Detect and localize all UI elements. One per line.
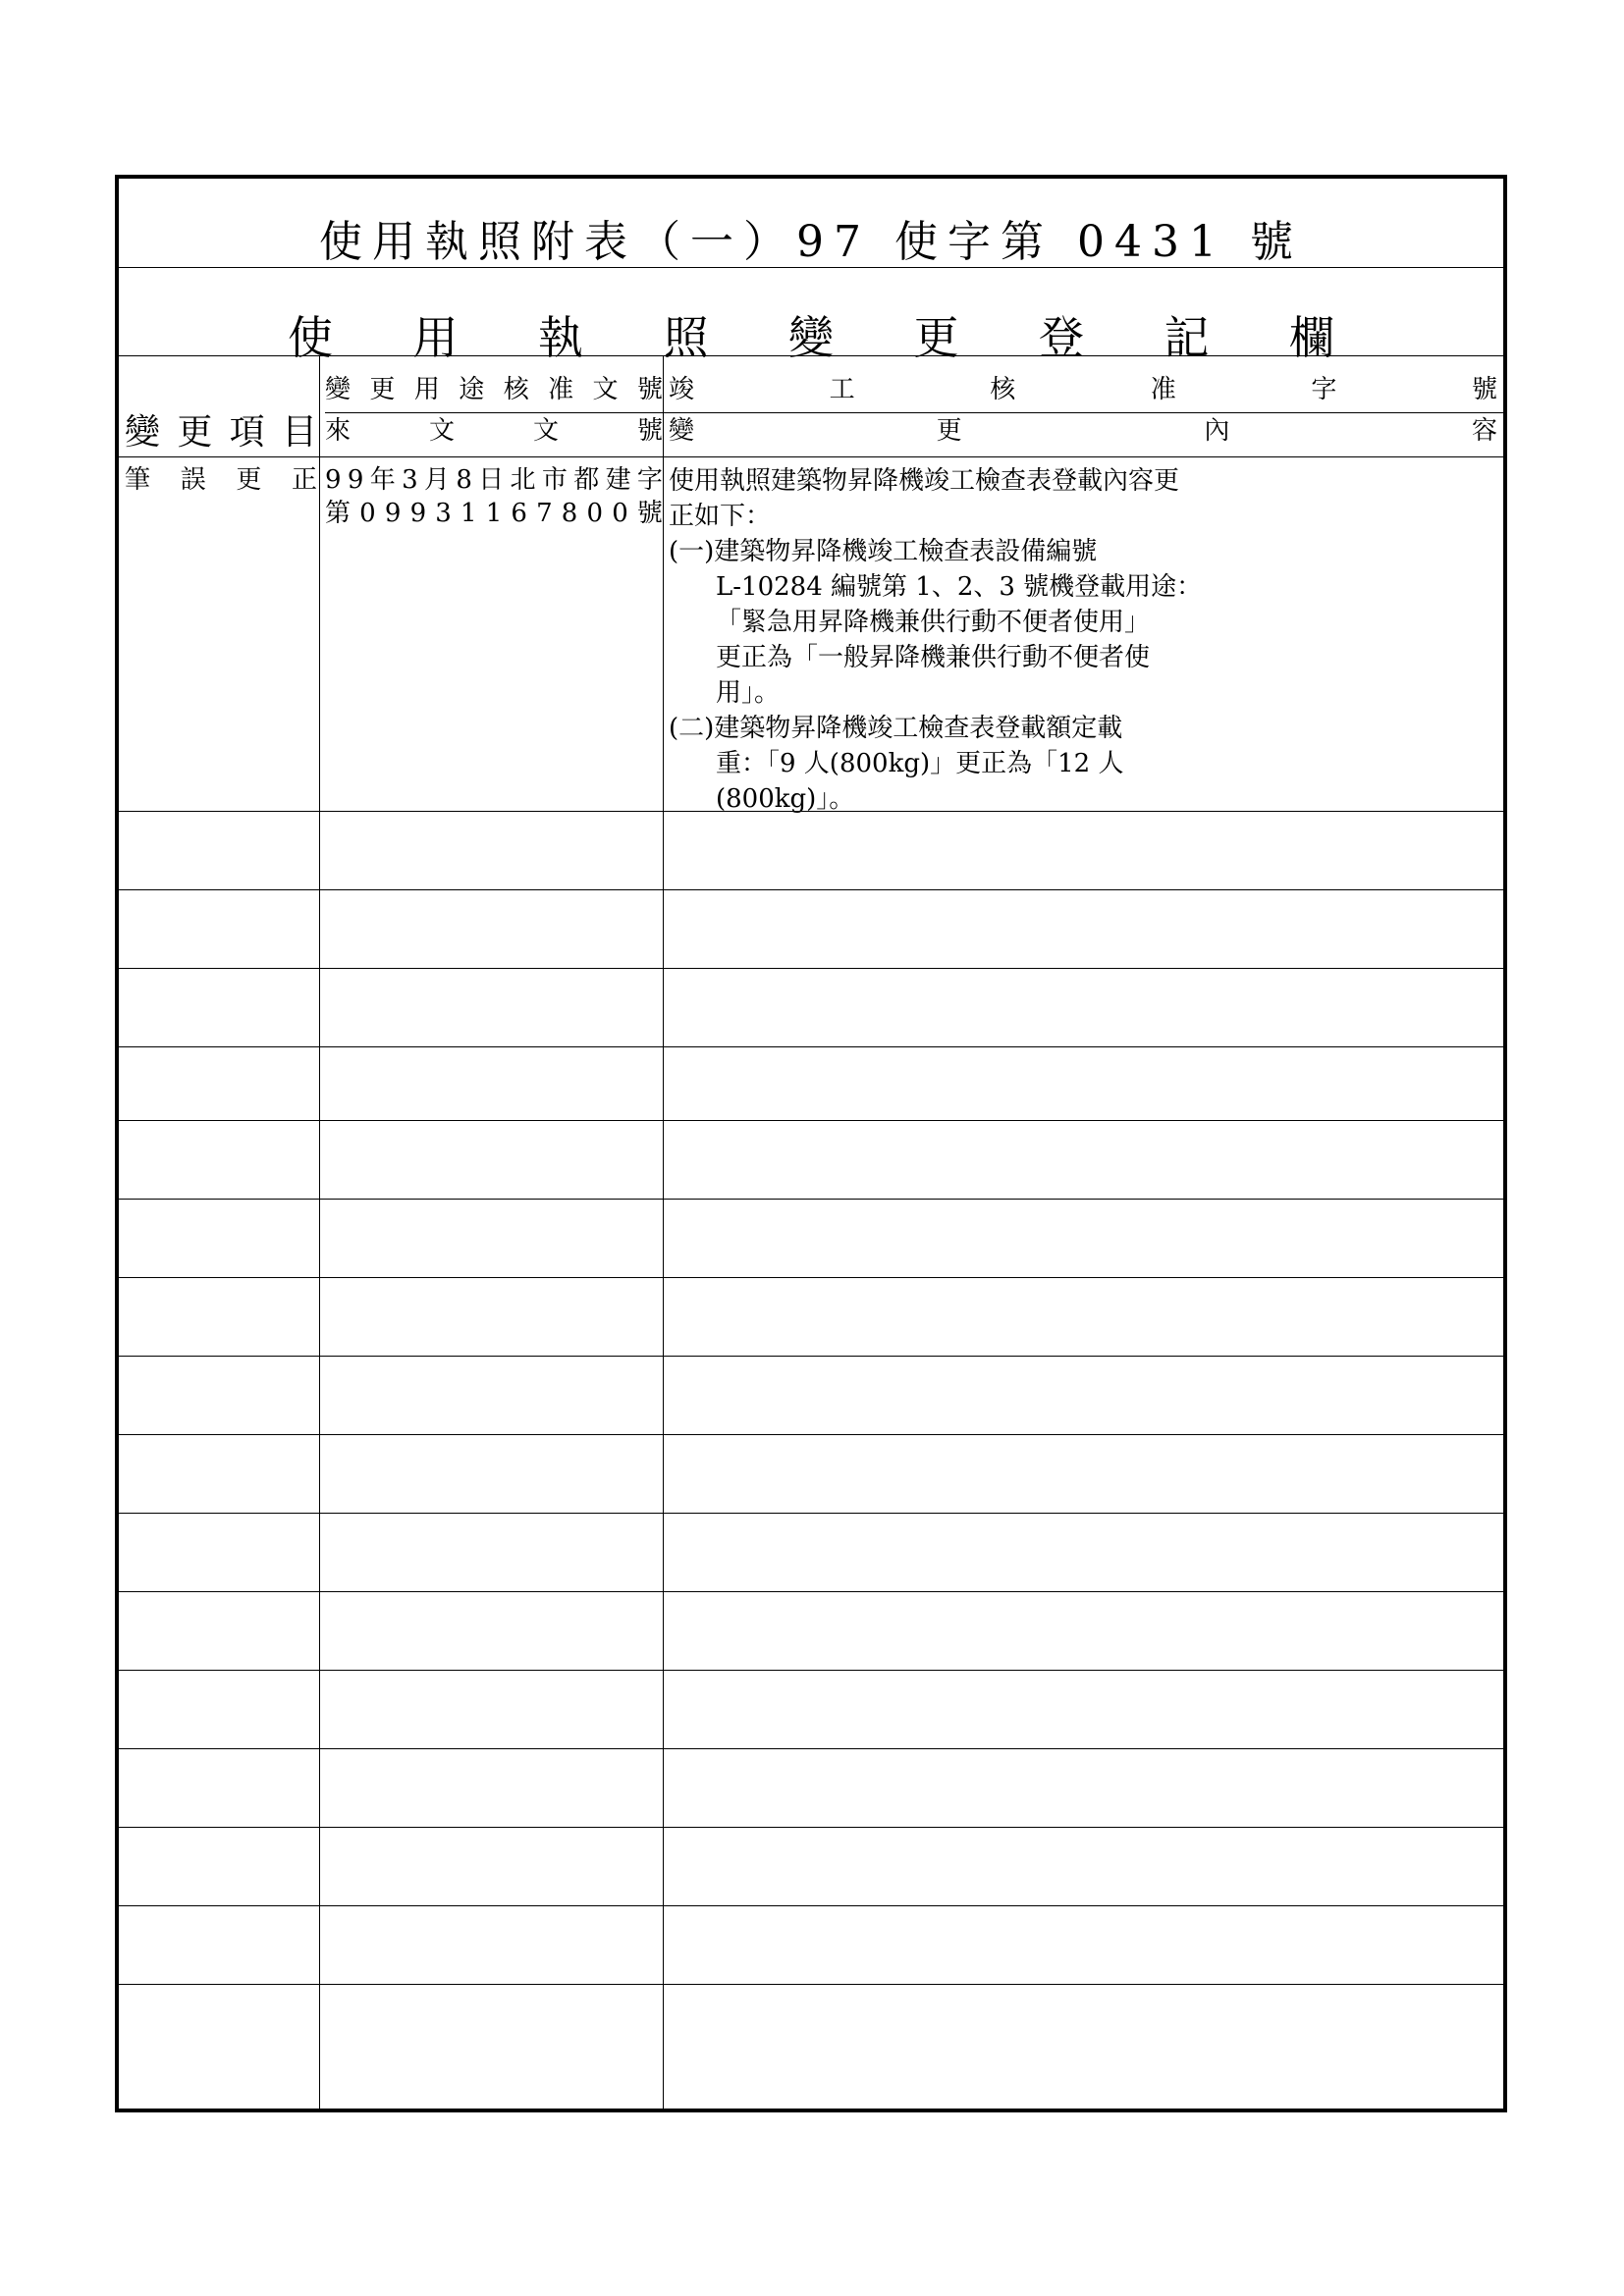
register-title-char: 登 [1039, 311, 1084, 364]
header-change-content [669, 416, 1497, 446]
header-approval-doc-no [325, 375, 663, 404]
row-divider [119, 1046, 1503, 1047]
content-line: 重：「9 人(800kg)」更正為「12 人 [716, 749, 1124, 778]
row-doc-line2-char: 0 [359, 499, 376, 528]
row-doc-line1-char: 字 [636, 465, 663, 495]
row-doc-line2-char: 3 [435, 499, 452, 528]
header-approval-doc-no-char: 用 [413, 375, 440, 404]
row-divider [119, 1670, 1503, 1671]
header-change-content-char: 更 [936, 416, 962, 446]
row-doc-line1-char: 3 [402, 465, 418, 495]
row-divider [119, 1277, 1503, 1278]
row-change-item-char: 筆 [125, 465, 151, 495]
divider [119, 267, 1503, 268]
header-incoming-doc-no-char: 號 [636, 416, 663, 446]
column-divider [319, 355, 320, 2109]
header-incoming-doc-no [325, 416, 663, 446]
divider [119, 355, 1503, 356]
row-doc-line1-char: 北 [510, 465, 536, 495]
header-change-item-char: 變 [125, 412, 161, 453]
header-change-content-char: 容 [1471, 416, 1497, 446]
content-line: 更正為「一般昇降機兼供行動不便者使 [716, 643, 1151, 672]
row-doc-line1-char: 建 [605, 465, 631, 495]
register-title [119, 302, 1503, 367]
row-divider [119, 1748, 1503, 1749]
header-change-content-char: 內 [1204, 416, 1230, 446]
row-change-item-char: 更 [236, 465, 262, 495]
row-doc-line1-char: 8 [456, 465, 472, 495]
header-completion-approval-no-char: 字 [1311, 375, 1337, 404]
row-divider [119, 1905, 1503, 1906]
content-line: 使用執照建築物昇降機竣工檢查表登載內容更 [669, 466, 1180, 496]
header-incoming-doc-no-char: 文 [532, 416, 559, 446]
header-approval-doc-no-char: 號 [636, 375, 663, 404]
header-change-item-char: 目 [281, 412, 317, 453]
row-doc-line2-char: 1 [485, 499, 503, 528]
header-approval-doc-no-char: 文 [592, 375, 619, 404]
row-change-item-char: 誤 [180, 465, 206, 495]
header-approval-doc-no-char: 途 [459, 375, 485, 404]
header-completion-approval-no-char: 核 [990, 375, 1016, 404]
row-divider [119, 889, 1503, 890]
row-doc-line2-char: 號 [636, 499, 663, 528]
row-divider [119, 968, 1503, 969]
row-divider [119, 1513, 1503, 1514]
header-approval-doc-no-char: 核 [503, 375, 529, 404]
row-doc-line1-char: 9 [325, 465, 342, 495]
content-line: 用」。 [716, 678, 781, 708]
row-doc-line1-char: 日 [478, 465, 505, 495]
row-divider [119, 1199, 1503, 1200]
header-approval-doc-no-char: 變 [325, 375, 352, 404]
header-completion-approval-no-char: 准 [1150, 375, 1176, 404]
register-title-char: 欄 [1289, 311, 1334, 364]
column-divider [663, 355, 664, 2109]
row-doc-line1-char: 9 [347, 465, 364, 495]
row-change-item [125, 465, 317, 495]
row-doc-line2-char: 0 [586, 499, 604, 528]
row-doc-line2 [325, 499, 663, 528]
header-change-item-char: 更 [177, 412, 213, 453]
row-change-content [669, 463, 1202, 817]
row-divider [119, 1356, 1503, 1357]
header-completion-approval-no-char: 竣 [669, 375, 695, 404]
row-divider [119, 1434, 1503, 1435]
row-doc-line1-char: 月 [423, 465, 450, 495]
content-line: (800kg)」。 [716, 784, 855, 814]
register-title-char: 執 [538, 311, 583, 364]
content-line: L-10284 編號第 1、2、3 號機登載用途： [716, 572, 1203, 602]
header-incoming-doc-no-char: 來 [325, 416, 352, 446]
register-title-char: 使 [288, 311, 333, 364]
header-completion-approval-no [669, 375, 1497, 404]
header-approval-doc-no-char: 更 [369, 375, 396, 404]
register-title-char: 更 [913, 311, 959, 364]
row-divider [119, 1827, 1503, 1828]
row-divider [119, 811, 1503, 812]
row-doc-line1-char: 年 [369, 465, 396, 495]
row-doc-line2-char: 8 [561, 499, 578, 528]
header-change-content-char: 變 [669, 416, 695, 446]
row-divider [119, 1591, 1503, 1592]
row-doc-line2-char: 0 [612, 499, 628, 528]
register-title-char: 照 [663, 311, 709, 364]
row-doc-line2-char: 6 [511, 499, 527, 528]
row-doc-line2-char: 1 [460, 499, 477, 528]
header-incoming-doc-no-char: 文 [428, 416, 455, 446]
content-line: 正如下： [669, 502, 772, 531]
register-title-char: 記 [1164, 311, 1210, 364]
row-doc-line2-char: 7 [536, 499, 553, 528]
header-completion-approval-no-char: 號 [1471, 375, 1497, 404]
register-title-char: 變 [788, 311, 834, 364]
row-divider [119, 1120, 1503, 1121]
row-doc-line2-char: 9 [384, 499, 402, 528]
row-doc-line1-char: 市 [541, 465, 568, 495]
content-line: (一)建築物昇降機竣工檢查表設備編號 [669, 537, 1098, 566]
header-completion-approval-no-char: 工 [829, 375, 855, 404]
form-frame [115, 175, 1507, 2112]
row-doc-line1-char: 都 [573, 465, 600, 495]
header-approval-doc-no-char: 准 [548, 375, 574, 404]
content-line: 「緊急用昇降機兼供行動不便者使用」 [716, 608, 1151, 637]
row-doc-line2-char: 9 [409, 499, 427, 528]
row-doc-line1 [325, 465, 663, 495]
row-doc-line2-char: 第 [325, 499, 352, 528]
divider [325, 412, 1503, 413]
header-change-item-char: 項 [229, 412, 265, 453]
divider [119, 456, 1503, 457]
header-change-item [125, 404, 317, 454]
register-title-char: 用 [412, 311, 459, 364]
row-divider [119, 1984, 1503, 1985]
content-line: (二)建築物昇降機竣工檢查表登載額定載 [669, 714, 1123, 743]
row-change-item-char: 正 [291, 465, 317, 495]
form-title: 使用執照附表（一）97 使字第 0431 號 [319, 217, 1303, 267]
